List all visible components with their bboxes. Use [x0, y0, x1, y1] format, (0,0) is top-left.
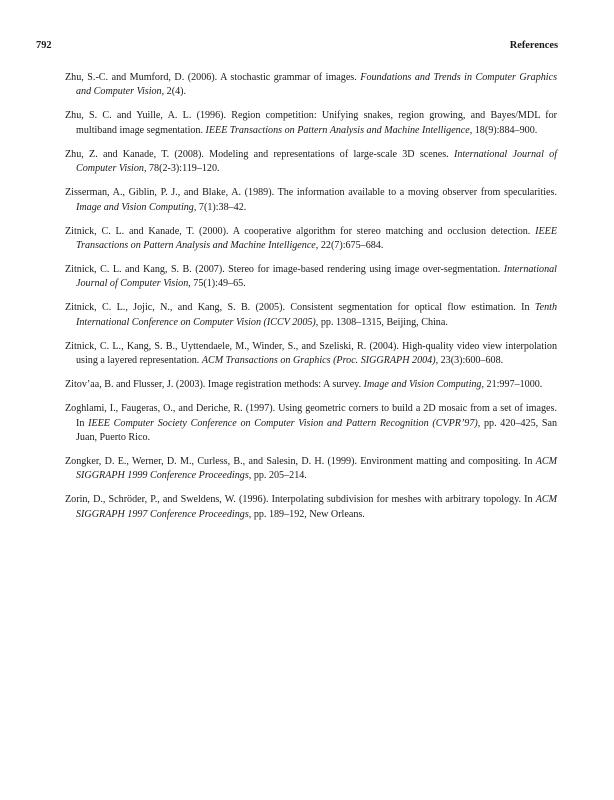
reference-details: , pp. 189–192, New Orleans.: [248, 508, 365, 520]
reference-text: Zitov’aa, B. and Flusser, J. (2003). Image registration methods: A survey.: [65, 379, 364, 391]
reference-text: Zisserman, A., Giblin, P. J., and Blake, A. (1989). The information available to a moving observer from specularities.: [65, 187, 557, 199]
reference-venue: ACM SIGGRAPH 1999 Conference Proceedings: [76, 456, 557, 482]
reference-details: , 78(2-3):119–120.: [143, 163, 220, 175]
reference-venue: International Journal of Computer Vision: [76, 264, 557, 290]
reference-entry: [65, 301, 557, 330]
reference-entry: [65, 378, 557, 392]
reference-entry: [65, 455, 557, 484]
reference-text: Zorin, D., Schröder, P., and Sweldens, W. (1996). Interpolating subdivision for meshes with arbitrary topology. In: [65, 494, 536, 506]
reference-venue: Image and Vision Computing: [76, 201, 194, 213]
reference-details: , pp. 420–425, San Juan, Puerto Rico.: [76, 417, 558, 444]
reference-details: , pp. 1308–1315, Beijing, China.: [315, 316, 448, 328]
reference-venue: IEEE Transactions on Pattern Analysis and Machine Intelligence: [76, 225, 557, 252]
reference-venue: ACM SIGGRAPH 1997 Conference Proceedings: [76, 494, 557, 520]
reference-venue: Foundations and Trends in Computer Graphics and Computer Vision: [76, 72, 558, 98]
reference-text: Zoghlami, I., Faugeras, O., and Deriche, R. (1997). Using geometric corners to build a 2D mosaic from a set of images. In: [65, 403, 557, 429]
reference-text: Zongker, D. E., Werner, D. M., Curless, B., and Salesin, D. H. (1999). Environment matting and compositing. In: [65, 456, 536, 468]
reference-venue: International Journal of Computer Vision: [76, 148, 557, 175]
reference-text: Zitnick, C. L. and Kang, S. B. (2007). Stereo for image-based rendering using image over-segmentation.: [65, 264, 504, 276]
reference-details: , 2(4).: [161, 86, 186, 98]
reference-entry: [65, 340, 557, 369]
page-number: 792: [36, 40, 52, 51]
reference-text: Zhu, Z. and Kanade, T. (2008). Modeling and representations of large-scale 3D scenes.: [65, 148, 454, 160]
reference-details: , 7(1):38–42.: [193, 201, 247, 213]
reference-venue: Image and Vision Computing: [363, 379, 482, 391]
reference-list: [65, 71, 557, 532]
page-header: [36, 40, 558, 54]
reference-details: , pp. 205–214.: [248, 470, 307, 482]
reference-text: Zitnick, C. L. and Kanade, T. (2000). A cooperative algorithm for stereo matching and occlusion detection.: [65, 225, 536, 237]
reference-entry: [65, 402, 557, 445]
reference-details: , 23(3):600–608.: [435, 355, 504, 367]
reference-entry: [65, 186, 557, 215]
reference-entry: [65, 71, 557, 100]
reference-venue: Tenth International Conference on Computer Vision (ICCV 2005): [76, 302, 557, 328]
reference-details: , 75(1):49–65.: [188, 278, 246, 290]
reference-venue: ACM Transactions on Graphics (Proc. SIGGRAPH 2004): [201, 355, 436, 367]
reference-entry: [65, 109, 557, 138]
running-title: References: [509, 40, 558, 51]
reference-entry: [65, 148, 557, 177]
reference-text: Zitnick, C. L., Kang, S. B., Uyttendaele, M., Winder, S., and Szeliski, R. (2004). High-quality video view interpolation using a layered representation.: [65, 340, 557, 367]
reference-entry: [65, 493, 557, 522]
reference-text: Zhu, S.-C. and Mumford, D. (2006). A stochastic grammar of images.: [65, 72, 361, 83]
reference-details: , 22(7):675–684.: [315, 240, 384, 252]
reference-details: , 18(9):884–900.: [469, 124, 538, 136]
reference-entry: [65, 225, 557, 254]
reference-text: Zitnick, C. L., Jojic, N., and Kang, S. B. (2005). Consistent segmentation for optical flow estimation. In: [65, 302, 535, 314]
reference-text: Zhu, S. C. and Yuille, A. L. (1996). Region competition: Unifying snakes, region growing, and Bayes/MDL for multiband image segmentation.: [65, 110, 557, 136]
reference-venue: IEEE Transactions on Pattern Analysis and Machine Intelligence: [205, 124, 470, 136]
reference-venue: IEEE Computer Society Conference on Computer Vision and Pattern Recognition (CVPR’97): [88, 417, 478, 429]
reference-details: , 21:997–1000.: [481, 379, 543, 391]
reference-entry: [65, 263, 557, 292]
